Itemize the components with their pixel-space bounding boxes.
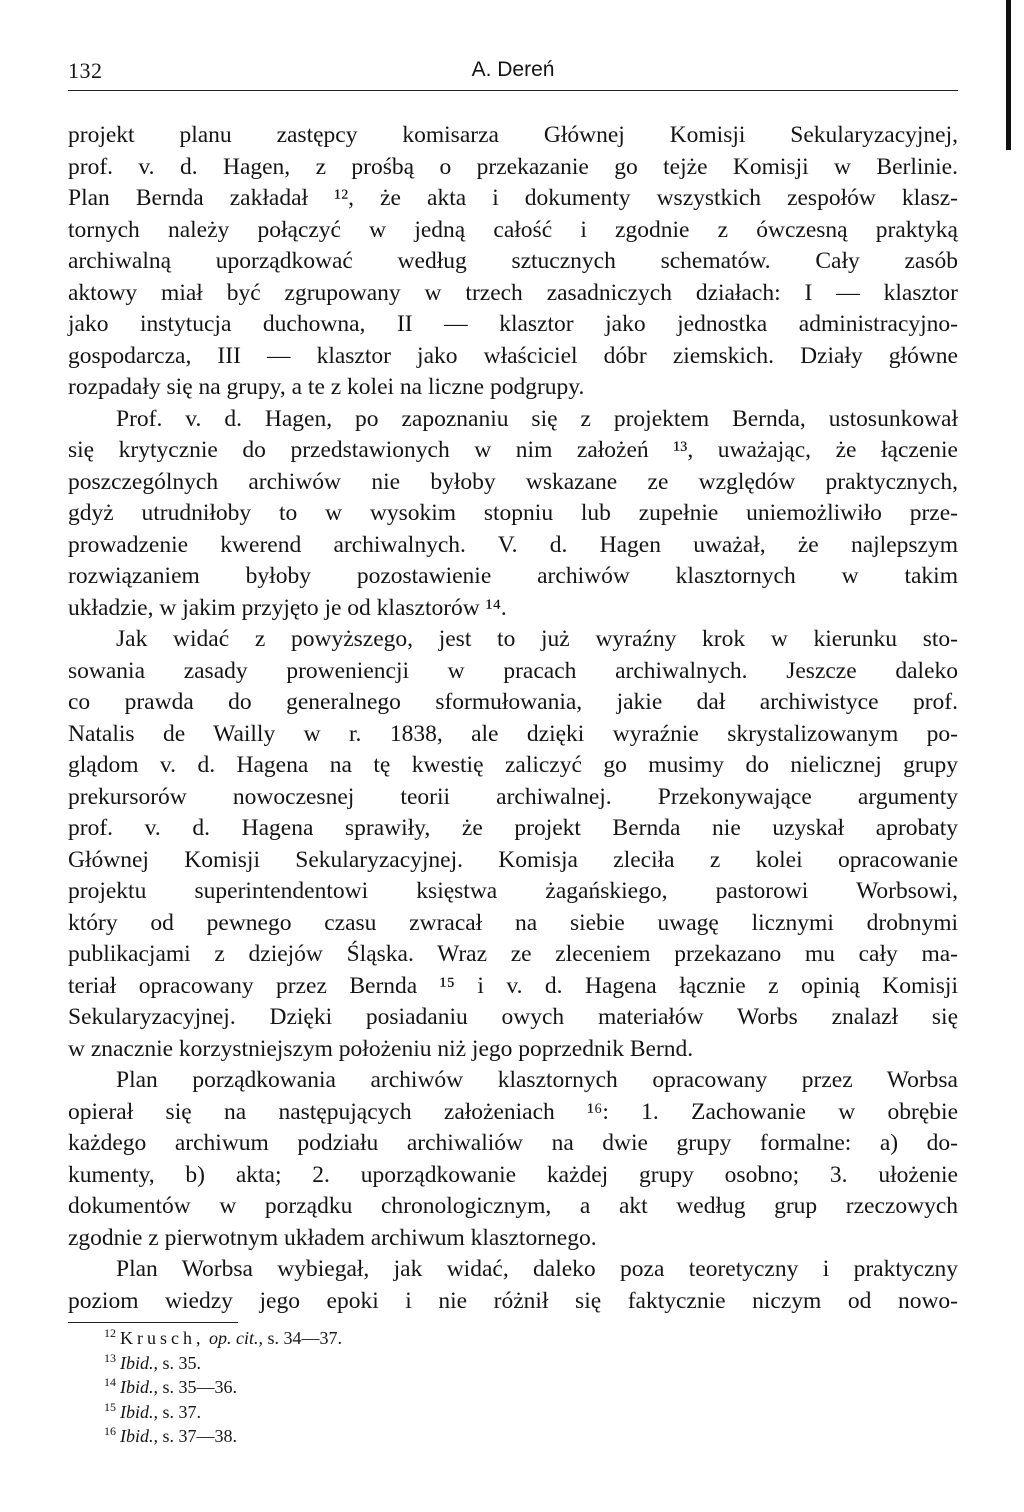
- text-line: projekt planu zastępcy komisarza Głównej Komisji Sekularyzacyjnej,: [68, 122, 958, 148]
- footnote-pages: s. 37.: [158, 1401, 202, 1422]
- text-line: projektu superintendentowi księstwa żagańskiego, pastorowi Worbsowi,: [68, 878, 958, 904]
- text-line: tornych należy połączyć w jedną całość i zgodnie z ówczesną praktyką: [68, 216, 958, 243]
- footnote-number: 12: [104, 1326, 116, 1340]
- footnote-number: 14: [104, 1375, 116, 1389]
- body-text: [68, 120, 958, 1317]
- page-edge-bar: [1006, 0, 1011, 150]
- text-line: Natalis de Wailly w r. 1838, ale dzięki wyraźnie skrystalizowanym po-: [68, 720, 958, 747]
- footnote-pages: s. 35.: [158, 1352, 202, 1373]
- text-line: publikacjami z dziejów Śląska. Wraz ze zleceniem przekazano mu cały ma-: [68, 941, 958, 967]
- footnote: [104, 1400, 804, 1425]
- text-line: jako instytucja duchowna, II — klasztor jako jednostka administracyjno-: [68, 311, 958, 337]
- text-line: co prawda do generalnego sformułowania, jakie dał archiwistyce prof.: [68, 689, 958, 715]
- footnote-divider: [68, 1322, 238, 1323]
- footnote-pages: s. 35—36.: [158, 1377, 238, 1397]
- text-line: w znacznie korzystniejszym położeniu niż jego poprzednik Bernd.: [68, 1035, 694, 1062]
- footnote-ref: Ibid.,: [120, 1401, 158, 1422]
- text-line: poziom wiedzy jego epoki i nie różnił się faktycznie niczym od nowo-: [68, 1287, 958, 1314]
- footnote-number: 16: [104, 1424, 116, 1438]
- footnote-pages: s. 37—38.: [158, 1426, 238, 1446]
- text-line: opierał się na następujących założeniach ¹⁶: 1. Zachowanie w obrębie: [68, 1098, 958, 1125]
- page-number: 132: [68, 58, 103, 83]
- text-line: się krytycznie do przedstawionych w nim założeń ¹³, uważając, że łączenie: [68, 437, 958, 463]
- text-line: teriał opracowany przez Bernda ¹⁵ i v. d. Hagena łącznie z opinią Komisji: [68, 972, 958, 999]
- text-line: który od pewnego czasu zwracał na siebie uwagę licznymi drobnymi: [68, 909, 958, 936]
- footnote-ref: Ibid.,: [120, 1352, 158, 1373]
- text-line: zgodnie z pierwotnym układem archiwum klasztornego.: [68, 1224, 597, 1251]
- text-line: dokumentów w porządku chronologicznym, a akt według grup rzeczowych: [68, 1193, 958, 1219]
- footnote-ref: Ibid.,: [120, 1426, 158, 1446]
- text-line: Plan porządkowania archiwów klasztornych opracowany przez Worbsa: [116, 1067, 958, 1093]
- footnote-author: Krusch,: [120, 1328, 205, 1348]
- text-line: prekursorów nowoczesnej teorii archiwalnej. Przekonywające argumenty: [68, 783, 958, 810]
- footnote-ref: Ibid.,: [120, 1377, 158, 1397]
- footnote: [104, 1424, 804, 1449]
- text-line: poszczególnych archiwów nie byłoby wskazane ze względów praktycznych,: [68, 468, 958, 495]
- text-line: kumenty, b) akta; 2. uporządkowanie każdej grupy osobno; 3. ułożenie: [68, 1161, 958, 1188]
- text-line: prof. v. d. Hagena sprawiły, że projekt Bernda nie uzyskał aprobaty: [68, 815, 958, 841]
- text-line: Plan Worbsa wybiegał, jak widać, daleko poza teoretyczny i praktyczny: [116, 1256, 958, 1282]
- footnotes: [104, 1326, 804, 1449]
- text-line: gospodarcza, III — klasztor jako właściciel dóbr ziemskich. Działy główne: [68, 342, 958, 369]
- footnote-pages: s. 34—37.: [263, 1328, 343, 1348]
- text-line: glądom v. d. Hagena na tę kwestię zaliczyć go musimy do nielicznej grupy: [68, 752, 958, 778]
- text-line: gdyż utrudniłoby to w wysokim stopniu lub zupełnie uniemożliwiło prze-: [68, 500, 958, 526]
- footnote: [104, 1375, 804, 1400]
- text-line: archiwalną uporządkować według sztucznych schematów. Cały zasób: [68, 248, 958, 274]
- footnote: [104, 1326, 804, 1351]
- text-line: aktowy miał być zgrupowany w trzech zasadniczych działach: I — klasztor: [68, 279, 958, 306]
- text-line: Głównej Komisji Sekularyzacyjnej. Komisja zleciła z kolei opracowanie: [68, 846, 958, 873]
- text-line: rozpadały się na grupy, a te z kolei na liczne podgrupy.: [68, 374, 585, 400]
- text-line: każdego archiwum podziału archiwaliów na dwie grupy formalne: a) do-: [68, 1130, 958, 1156]
- text-line: prowadzenie kwerend archiwalnych. V. d. Hagen uważał, że najlepszym: [68, 531, 958, 558]
- text-line: sowania zasady proweniencji w pracach archiwalnych. Jeszcze daleko: [68, 657, 958, 684]
- text-line: prof. v. d. Hagen, z prośbą o przekazanie go tejże Komisji w Berlinie.: [68, 153, 958, 180]
- text-line: Prof. v. d. Hagen, po zapoznaniu się z projektem Bernda, ustosunkował: [116, 405, 958, 432]
- text-line: Plan Bernda zakładał ¹², że akta i dokumenty wszystkich zespołów klasz-: [68, 185, 958, 211]
- text-line: Sekularyzacyjnej. Dzięki posiadaniu owych materiałów Worbs znalazł się: [68, 1004, 958, 1030]
- running-head: A. Dereń: [471, 58, 555, 81]
- text-line: Jak widać z powyższego, jest to już wyraźny krok w kierunku sto-: [116, 626, 958, 652]
- text-line: układzie, w jakim przyjęto je od klasztorów ¹⁴.: [68, 594, 507, 621]
- text-line: rozwiązaniem byłoby pozostawienie archiwów klasztornych w takim: [68, 563, 958, 589]
- footnote-ref: op. cit.,: [209, 1328, 263, 1348]
- footnote-number: 15: [104, 1399, 116, 1414]
- footnote: [104, 1351, 804, 1376]
- page-header: [68, 50, 958, 91]
- footnote-number: 13: [104, 1350, 116, 1365]
